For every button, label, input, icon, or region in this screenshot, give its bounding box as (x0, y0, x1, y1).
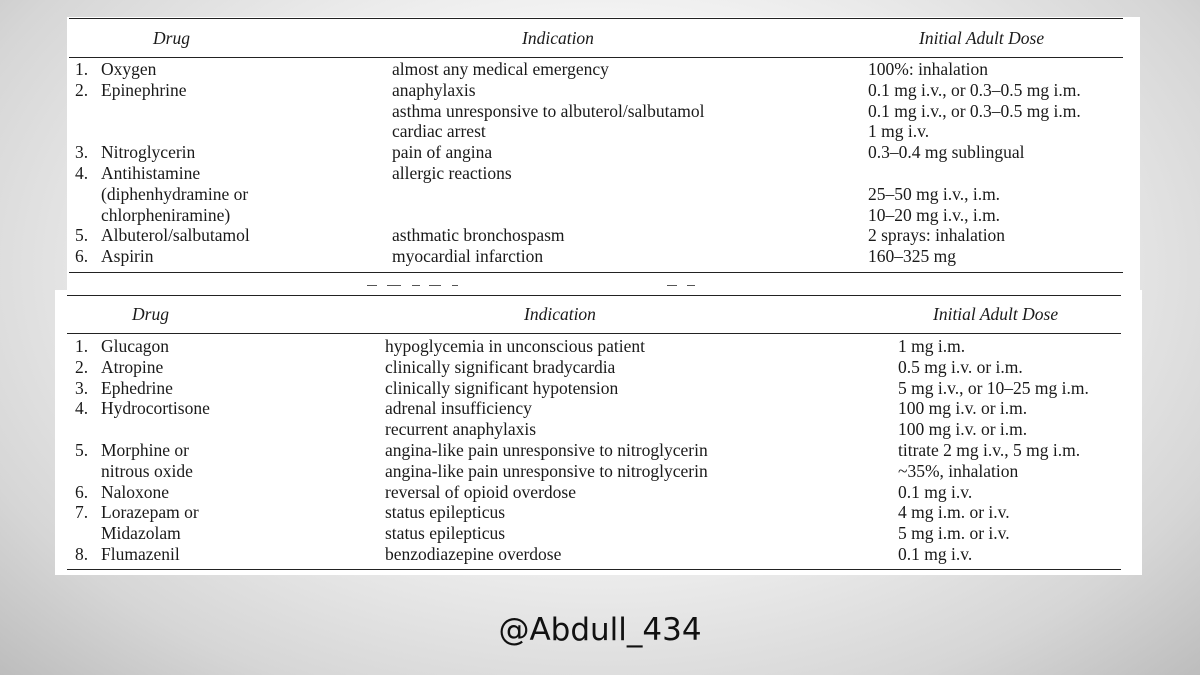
indication-cell: recurrent anaphylaxis (385, 419, 537, 440)
indication-cell: status epilepticus (385, 502, 506, 523)
table-rule (67, 569, 1121, 570)
row-number: 8. (75, 544, 89, 564)
drug-name: Epinephrine (101, 79, 187, 100)
drug-name: Lorazepam or (101, 502, 199, 523)
drug-name: Antihistamine (101, 163, 201, 183)
table-rule (67, 295, 1121, 296)
row-number: 7. (75, 502, 89, 523)
drug-cell (75, 246, 154, 267)
drug-cell (75, 523, 181, 544)
indication-cell: almost any medical emergency (392, 59, 609, 79)
column-header-drug: Drug (132, 304, 169, 324)
row-number: 1. (75, 59, 89, 79)
drug-name: Nitroglycerin (101, 142, 196, 163)
drug-cell (75, 121, 101, 142)
indication-cell: clinically significant bradycardia (385, 356, 616, 377)
indication-cell: adrenal insufficiency (385, 398, 532, 419)
dose-cell: 2 sprays: inhalation (868, 225, 1006, 246)
drug-cell (75, 101, 101, 122)
drug-cell (75, 80, 187, 101)
watermark-handle: @Abdull_434 (498, 612, 702, 648)
drug-name: nitrous oxide (101, 460, 193, 481)
drug-name: chlorpheniramine) (101, 204, 231, 225)
dose-cell: 100%: inhalation (868, 59, 989, 79)
drug-name: Albuterol/salbutamol (101, 225, 250, 246)
dose-cell: 25–50 mg i.v., i.m. (868, 183, 1001, 204)
row-number: 6. (75, 481, 89, 502)
drug-cell (75, 544, 180, 565)
drug-name: Naloxone (101, 481, 170, 502)
dose-cell: 4 mg i.m. or i.v. (898, 502, 1010, 523)
dose-cell: 0.1 mg i.v., or 0.3–0.5 mg i.m. (868, 79, 1081, 100)
dose-cell: ~35%, inhalation (898, 460, 1019, 481)
column-header-dose: Initial Adult Dose (919, 28, 1045, 48)
indication-cell: asthmatic bronchospasm (392, 225, 565, 246)
emergency-drugs-table-primary (67, 17, 1140, 285)
drug-cell (75, 502, 199, 523)
drug-name: Morphine or (101, 440, 189, 460)
drug-cell (75, 461, 193, 482)
indication-cell: pain of angina (392, 142, 493, 163)
dose-cell: 10–20 mg i.v., i.m. (868, 204, 1001, 225)
drug-name: Flumazenil (101, 544, 180, 564)
drug-cell (75, 184, 248, 205)
indication-cell: reversal of opioid overdose (385, 481, 576, 502)
indication-cell: benzodiazepine overdose (385, 544, 562, 564)
row-number: 6. (75, 246, 89, 267)
column-header-drug: Drug (153, 28, 190, 48)
drug-name: Oxygen (101, 59, 157, 79)
row-number: 2. (75, 356, 89, 377)
table-rule (69, 272, 1123, 273)
drug-cell (75, 482, 169, 503)
indication-cell: allergic reactions (392, 163, 512, 183)
row-number: 2. (75, 79, 89, 100)
drug-cell (75, 419, 101, 440)
drug-cell (75, 357, 163, 378)
table-rule (67, 333, 1121, 334)
drug-cell (75, 205, 230, 226)
drug-name: Aspirin (101, 246, 154, 267)
row-number: 3. (75, 377, 89, 398)
row-number: 5. (75, 225, 89, 246)
dose-cell: 0.1 mg i.v. (898, 544, 973, 564)
emergency-drugs-table-secondary (55, 290, 1142, 575)
dose-cell: 0.1 mg i.v., or 0.3–0.5 mg i.m. (868, 100, 1081, 121)
drug-cell (75, 398, 210, 419)
drug-cell (75, 142, 195, 163)
drug-cell (75, 378, 173, 399)
dose-cell: 100 mg i.v. or i.m. (898, 419, 1028, 440)
drug-cell (75, 336, 169, 357)
indication-cell: status epilepticus (385, 523, 506, 544)
dose-cell: 1 mg i.v. (868, 121, 930, 142)
indication-cell: clinically significant hypotension (385, 377, 619, 398)
column-header-dose: Initial Adult Dose (933, 304, 1059, 324)
drug-name: (diphenhydramine or (101, 183, 249, 204)
table-rule (69, 57, 1123, 58)
row-number: 4. (75, 163, 89, 183)
indication-cell: angina-like pain unresponsive to nitroglycerin (385, 460, 708, 481)
drug-name: Atropine (101, 356, 164, 377)
drug-name: Hydrocortisone (101, 398, 210, 419)
drug-cell (75, 225, 250, 246)
dose-cell: 5 mg i.v., or 10–25 mg i.m. (898, 377, 1089, 398)
row-number: 1. (75, 336, 89, 356)
table-rule (69, 18, 1123, 19)
drug-cell (75, 59, 156, 80)
dose-cell: 0.5 mg i.v. or i.m. (898, 356, 1023, 377)
dose-cell: 100 mg i.v. or i.m. (898, 398, 1028, 419)
drug-cell (75, 440, 189, 461)
indication-cell: angina-like pain unresponsive to nitroglycerin (385, 440, 708, 460)
dose-cell: 160–325 mg (868, 246, 956, 267)
row-number: 3. (75, 142, 89, 163)
indication-cell: anaphylaxis (392, 79, 476, 100)
dose-cell: 1 mg i.m. (898, 336, 966, 356)
drug-name: Midazolam (101, 523, 181, 544)
indication-cell: asthma unresponsive to albuterol/salbutamol (392, 100, 705, 121)
row-number: 5. (75, 440, 89, 460)
dose-cell: 0.3–0.4 mg sublingual (868, 142, 1025, 163)
dose-cell: 5 mg i.m. or i.v. (898, 523, 1010, 544)
column-header-indication: Indication (522, 28, 594, 48)
dose-cell: titrate 2 mg i.v., 5 mg i.m. (898, 440, 1081, 460)
indication-cell: cardiac arrest (392, 121, 486, 142)
column-header-indication: Indication (524, 304, 596, 324)
drug-cell (75, 163, 200, 184)
dose-cell: 0.1 mg i.v. (898, 481, 973, 502)
drug-name: Ephedrine (101, 377, 173, 398)
row-number: 4. (75, 398, 89, 419)
indication-cell: hypoglycemia in unconscious patient (385, 336, 646, 356)
indication-cell: myocardial infarction (392, 246, 544, 267)
drug-name: Glucagon (101, 336, 170, 356)
